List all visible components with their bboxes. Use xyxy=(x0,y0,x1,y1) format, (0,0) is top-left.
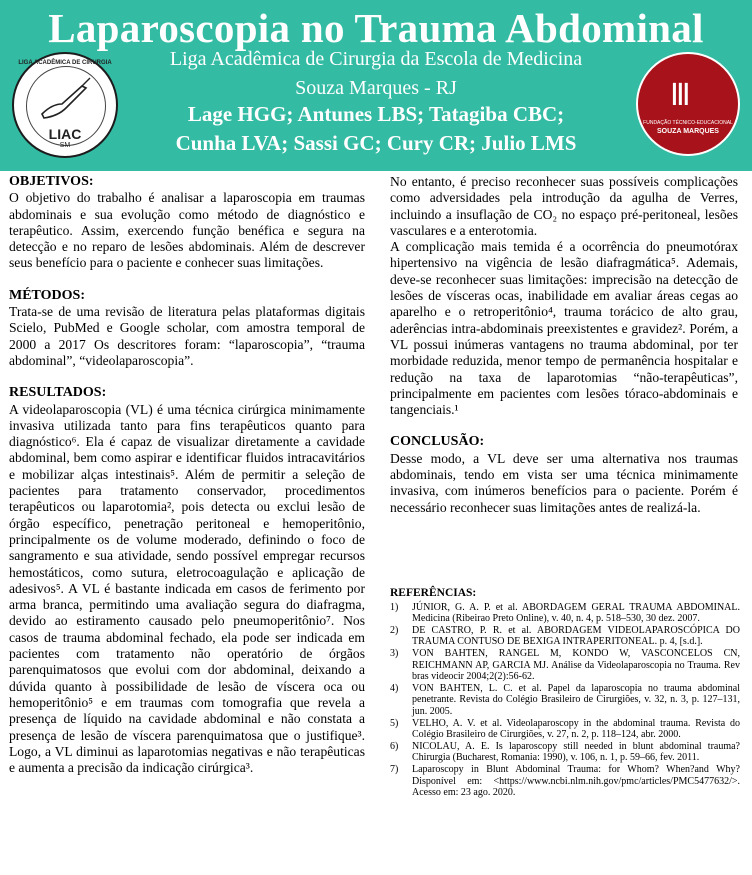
liac-logo-name: LIAC xyxy=(48,126,82,142)
metodos-heading: MÉTODOS: xyxy=(9,287,85,303)
liac-logo-sub: SM xyxy=(59,142,71,149)
left-column xyxy=(9,174,365,776)
pillars-icon: Ⅲ xyxy=(670,78,691,113)
reference-text: NICOLAU, A. E. Is laparoscopy still needed in blunt abdominal trauma? Chirurgia (Bucharest, Romania: 1990), v. 106, n. 1, p. 59–66, fev. 2011. xyxy=(412,740,740,764)
reference-text: Laparoscopy in Blunt Abdominal Trauma: for Whom? When?and Why? Disponível em: <https://www.ncbi.nlm.nih.gov/pmc/articles/PMC5477632/>. Acesso em: 23 ago. 2020. xyxy=(412,763,740,799)
reference-item xyxy=(390,764,740,799)
references-section xyxy=(390,588,740,799)
right-column xyxy=(390,174,738,516)
reference-text: VON BAHTEN, RANGEL M, KONDO W, VASCONCELOS CN, REICHMANN AP, GARCIA MJ. Análise da Videolaparoscopia no Trauma. Rev bras videocir 2004;2(2):56-62. xyxy=(412,647,740,683)
reference-number: 4) xyxy=(390,682,399,694)
conclusao-text: Desse modo, a VL deve ser uma alternativa nos traumas abdominais, tendo em vista ser uma técnica minimamente invasiva, com inúmeros benefícios para o paciente. Porém é necessário reconhecer suas limitações antes de realizá-la. xyxy=(390,450,738,515)
reference-item xyxy=(390,648,740,683)
reference-number: 6) xyxy=(390,740,399,752)
reference-item xyxy=(390,741,740,764)
poster-header xyxy=(0,0,752,171)
poster-subtitle-line2: Souza Marques - RJ xyxy=(295,77,457,99)
authors-line1: Lage HGG; Antunes LBS; Tatagiba CBC; xyxy=(187,102,565,126)
reference-number: 1) xyxy=(390,601,399,613)
poster-title: Laparoscopia no Trauma Abdominal xyxy=(48,5,704,51)
souza-marques-logo-name: SOUZA MARQUES xyxy=(657,128,719,135)
souza-marques-logo-fund: FUNDAÇÃO TÉCNICO-EDUCACIONAL xyxy=(643,120,733,126)
reference-text: VON BAHTEN, L. C. et al. Papel da laparoscopia no trauma abdominal penetrante. Revista do Colégio Brasileiro de Cirurgiões, v. 32, n. 3, p. 127–131, jun. 2005. xyxy=(412,682,740,717)
objetivos-text: O objetivo do trabalho é analisar a laparoscopia em traumas abdominais e sua evolução como método de diagnóstico e terapêutico. Assim, exercendo função benéfica e segura na detecção e no reparo de lesões abdominais. Além de descrever seus benefício para o paciente e conhecer suas limitações. xyxy=(9,190,365,271)
reference-number: 3) xyxy=(390,647,399,659)
reference-item xyxy=(390,602,740,625)
reference-number: 2) xyxy=(390,624,399,636)
reference-number: 5) xyxy=(390,717,399,729)
continuation-text-2: A complicação mais temida é a ocorrência do pneumotórax hipertensivo na vigência de lesão diafragmática⁵. Ademais, deve-se reconhecer suas limitações: imprecisão na detecção de lesões de vísceras ocas, inabilidade em avaliar áreas cegas ao aparelho e o retroperitônio⁴, trauma torácico de alto grau, aderências intra-abdominais preexistentes e gravidez². Porém, a VL possui inúmeras vantagens no trauma abdominal, por ter morbidade reduzida, menor tempo de permanência hospitalar e redução na taxa de laparotomias “não-terapêuticas”, principalmente em pacientes com lesões tóraco-abdominais e tangenciais.¹ xyxy=(390,239,738,418)
conclusao-heading: CONCLUSÃO: xyxy=(390,434,485,450)
resultados-heading: RESULTADOS: xyxy=(9,385,107,401)
reference-text: JÚNIOR, G. A. P. et al. ABORDAGEM GERAL TRAUMA ABDOMINAL. Medicina (Ribeirao Preto Online), v. 40, n. 4, p. 518–530, 30 dez. 2007. xyxy=(412,601,740,625)
reference-text: VELHO, A. V. et al. Videolaparoscopy in the abdominal trauma. Revista do Colégio Brasileiro de Cirurgiões, v. 27, n. 2, p. 118–124, abr. 2000. xyxy=(412,717,740,741)
objetivos-heading: OBJETIVOS: xyxy=(9,174,94,189)
reference-item xyxy=(390,683,740,718)
continuation-text-1: No entanto, é preciso reconhecer suas possíveis complicações como adversidades pela introdução da agulha de Verres, incluindo a insuflação de CO₂ no espaço pré-peritoneal, lesões vasculares e a enterotomia. xyxy=(390,174,738,238)
liac-logo-ring-text: LIGA ACADÊMICA DE CIRURGIA xyxy=(18,60,112,66)
references-heading: REFERÊNCIAS: xyxy=(390,587,477,599)
authors-line2: Cunha LVA; Sassi GC; Cury CR; Julio LMS xyxy=(175,131,577,155)
metodos-text: Trata-se de uma revisão de literatura pelas plataformas digitais Scielo, PubMed e Google scholar, com amostra temporal de 2000 a 2017 Os descritores foram: “laparoscopia”, “trauma abdominal”, “videolaparoscopia”. xyxy=(9,304,365,368)
reference-item xyxy=(390,718,740,741)
reference-text: DE CASTRO, P. R. et al. ABORDAGEM VIDEOLAPAROSCÓPICA DO TRAUMA CONTUSO DE BEXIGA INTRAPERITONEAL. p. 4, [s.d.]. xyxy=(412,624,740,648)
reference-item xyxy=(390,625,740,648)
resultados-text: A videolaparoscopia (VL) é uma técnica cirúrgica minimamente invasiva utilizada tanto para fins terapêuticos quanto para diagnóstico⁶. Ela é capaz de visualizar diretamente a cavidade abdominal, bem como aspirar e identificar fluidos intracavitários e mobilizar alças intestinais⁵. Além de permitir a seleção de pacientes para tratamento conservador, procedimentos terapêuticos ou laparotomia², pois detecta ou exclui lesão de órgão específico, penetração peritoneal e hemoperitônio, principalmente os de volume moderado, definindo o foco de sangramento e sua atividade, sendo possível empregar recursos hemostáticos, como sutura, eletrocoagulação e aplicação de adesivos⁵. A VL é bastante indicada em casos de ferimento por arma branca, permitindo uma avaliação segura do diafragma, devido ao estiramento causado pelo pneumoperitônio⁷. Nos casos de trauma abdominal fechado, ela pode ser indicada em pacientes com tratamento não operatório de órgãos parenquimatosos que evolui com dor abdominal, deixando a dúvida quanto à possibilidade de lesão de víscera oca ou hemoperitônio⁵ e em traumas com tomografia que revela a presença de líquido na cavidade abdominal e não constata a presença de lesão de víscera parenquimatosa que o justifique³. Logo, a VL diminui as laparotomias negativas e não terapêuticas e aumenta a precisão da indicação cirúrgica³. xyxy=(9,401,365,776)
poster-subtitle-line1: Liga Acadêmica de Cirurgia da Escola de Medicina xyxy=(169,48,583,70)
reference-number: 7) xyxy=(390,763,399,775)
souza-marques-logo xyxy=(636,52,740,156)
